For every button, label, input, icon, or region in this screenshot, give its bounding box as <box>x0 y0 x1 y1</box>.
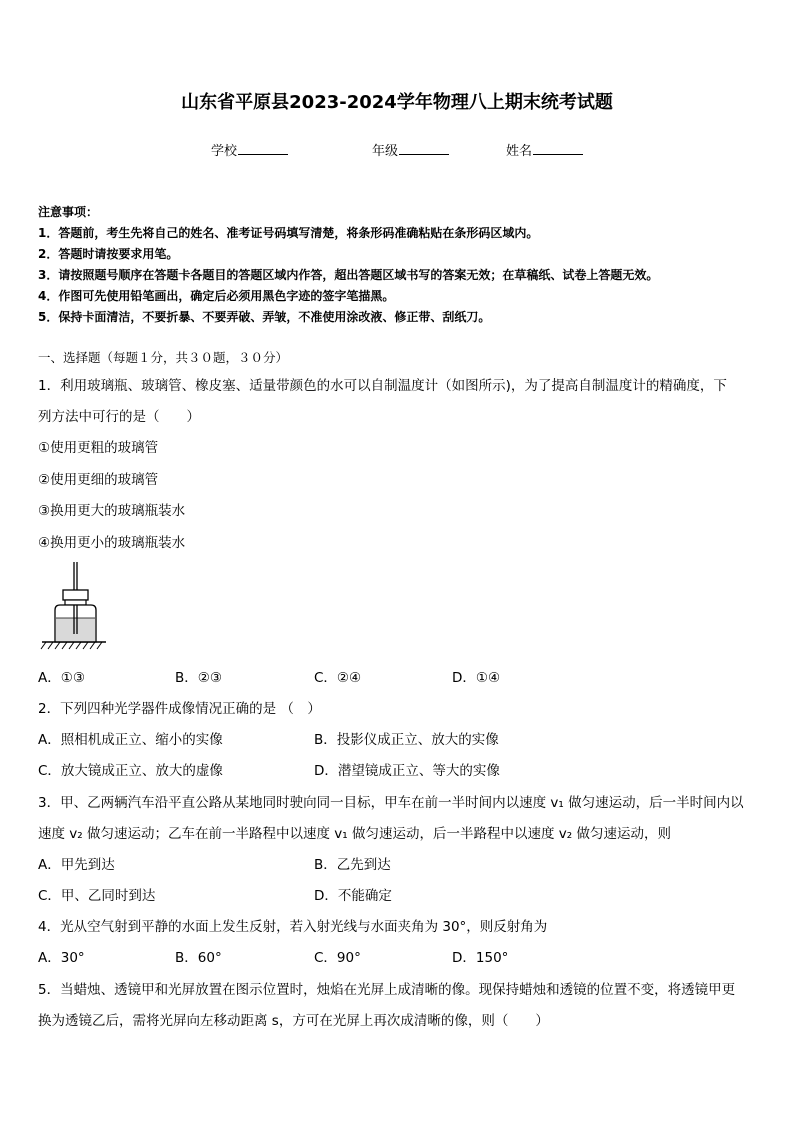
q4-option-c[interactable]: C．90° <box>314 950 361 966</box>
grade-blank[interactable] <box>399 141 449 155</box>
q1-option-b[interactable]: B．②③ <box>175 670 222 686</box>
q4-option-b[interactable]: B．60° <box>175 950 222 966</box>
q1-statement: ③换用更大的玻璃瓶装水 <box>38 503 186 519</box>
section-heading: 一、选择题（每题１分，共３０题，３０分） <box>38 350 289 365</box>
q2-option-c[interactable]: C．放大镜成正立、放大的虚像 <box>38 763 223 779</box>
q3-stem-line2: 速度 v₂ 做匀速运动；乙车在前一半路程中以速度 v₁ 做匀速运动，后一半路程中以速度 v₂ 做匀速运动，则 <box>38 826 671 842</box>
q2-option-d[interactable]: D．潜望镜成正立、等大的实像 <box>314 763 500 779</box>
q3-stem-line1: 3．甲、乙两辆汽车沿平直公路从某地同时驶向同一目标，甲车在前一半时间内以速度 v₁ 做匀速运动，后一半时间内以 <box>38 795 744 811</box>
q1-statement: ①使用更粗的玻璃管 <box>38 440 159 456</box>
note-item: 2．答题时请按要求用笔。 <box>38 247 179 261</box>
q3-option-a[interactable]: A．甲先到达 <box>38 857 115 873</box>
q3-option-d[interactable]: D．不能确定 <box>314 888 392 904</box>
q1-stem-line1: 1．利用玻璃瓶、玻璃管、橡皮塞、适量带颜色的水可以自制温度计（如图所示)，为了提高自制温度计的精确度，下 <box>38 378 727 394</box>
note-item: 5．保持卡面清洁，不要折暴、不要弄破、弄皱，不准使用涂改液、修正带、刮纸刀。 <box>38 310 491 324</box>
q4-option-d[interactable]: D．150° <box>452 950 509 966</box>
colored-water <box>56 618 95 642</box>
note-item: 3．请按照题号顺序在答题卡各题目的答题区域内作答，超出答题区域书写的答案无效；在草稿纸、试卷上答题无效。 <box>38 268 659 282</box>
thermometer-bottle-figure <box>38 562 108 652</box>
q5-stem-line2: 换为透镜乙后，需将光屏向左移动距离 s，方可在光屏上再次成清晰的像，则（ ） <box>38 1013 549 1029</box>
note-item: 4．作图可先使用铅笔画出，确定后必须用黑色字迹的签字笔描黑。 <box>38 289 395 303</box>
q5-stem-line1: 5．当蜡烛、透镜甲和光屏放置在图示位置时，烛焰在光屏上成清晰的像。现保持蜡烛和透镜的位置不变，将透镜甲更 <box>38 982 736 998</box>
school-field[interactable] <box>211 140 288 159</box>
q1-option-a[interactable]: A．①③ <box>38 670 85 686</box>
q1-option-d[interactable]: D．①④ <box>452 670 501 686</box>
school-blank[interactable] <box>238 141 288 155</box>
rubber-stopper <box>63 590 88 600</box>
q2-option-b[interactable]: B．投影仪成正立、放大的实像 <box>314 732 499 748</box>
name-label: 姓名 <box>506 144 533 159</box>
q4-stem: 4．光从空气射到平静的水面上发生反射，若入射光线与水面夹角为 30°，则反射角为 <box>38 919 548 935</box>
grade-field[interactable] <box>372 140 449 159</box>
q3-option-b[interactable]: B．乙先到达 <box>314 857 391 873</box>
q1-statement: ④换用更小的玻璃瓶装水 <box>38 535 186 551</box>
exam-title: 山东省平原县2023-2024学年物理八上期末统考试题 <box>181 92 613 113</box>
name-field[interactable] <box>506 140 583 159</box>
q2-stem: 2．下列四种光学器件成像情况正确的是 （ ） <box>38 701 321 717</box>
ground-hatching <box>41 642 102 649</box>
q1-option-c[interactable]: C．②④ <box>314 670 362 686</box>
student-info-row <box>0 140 794 160</box>
q3-option-c[interactable]: C．甲、乙同时到达 <box>38 888 156 904</box>
name-blank[interactable] <box>533 141 583 155</box>
note-item: 1．答题前，考生先将自己的姓名、准考证号码填写清楚，将条形码准确粘贴在条形码区域内。 <box>38 226 539 240</box>
bottle-neck <box>65 600 86 605</box>
q4-option-a[interactable]: A．30° <box>38 950 85 966</box>
school-label: 学校 <box>211 144 238 159</box>
q1-statement: ②使用更细的玻璃管 <box>38 472 159 488</box>
grade-label: 年级 <box>372 144 399 159</box>
q1-stem-line2: 列方法中可行的是（ ） <box>38 409 200 425</box>
notes-heading: 注意事项： <box>38 205 99 219</box>
q2-option-a[interactable]: A．照相机成正立、缩小的实像 <box>38 732 223 748</box>
